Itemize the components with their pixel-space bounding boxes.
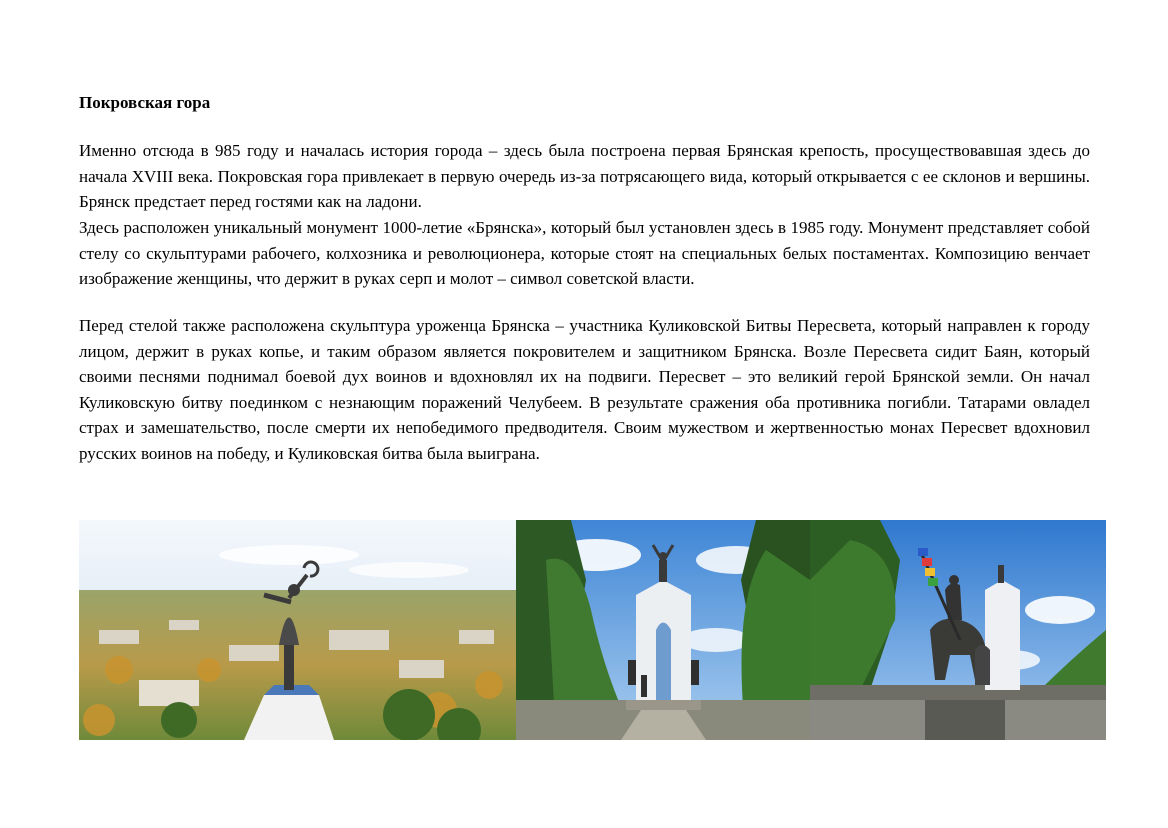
photo-stele xyxy=(516,520,810,740)
photo-peresvet-statue xyxy=(810,520,1106,740)
paragraph-history: Именно отсюда в 985 году и началась история города – здесь была построена первая Брянская крепость, просуществовавшая здесь до начала XVIII века. Покровская гора привлекает в первую очередь из-за потрясающего вида, который открывается с ее склонов и вершины. Брянск предстает перед гостями как на ладони. xyxy=(79,141,1090,211)
page-title: Покровская гора xyxy=(79,93,211,112)
photo-strip xyxy=(79,520,1106,740)
photo-city-aerial xyxy=(79,520,516,740)
paragraph-peresvet: Перед стелой также расположена скульптура уроженца Брянска – участника Куликовской Битвы Пересвета, который направлен к городу лицом, держит в руках копье, и таким образом является покровителем и защитником Брянска. Возле Пересвета сидит Баян, который своими песнями поднимал боевой дух воинов и вдохновлял их на подвиги. Пересвет – это великий герой Брянской земли. Он начал Куликовскую битву поединком с незнающим поражений Челубеем. В результате сражения оба противника погибли. Татарами овладел страх и замешательство, после смерти их непобедимого предводителя. Своим мужеством и жертвенностью монах Пересвет вдохновил русских воинов на победу, и Куликовская битва была выиграна. xyxy=(79,316,1090,463)
paragraph-monument: Здесь расположен уникальный монумент 1000-летие «Брянска», который был установлен здесь в 1985 году. Монумент представляет собой стелу со скульптурами рабочего, колхозника и революционера, которые стоят на специальных белых постаментах. Композицию венчает изображение женщины, что держит в руках серп и молот – символ советской власти. xyxy=(79,218,1090,288)
